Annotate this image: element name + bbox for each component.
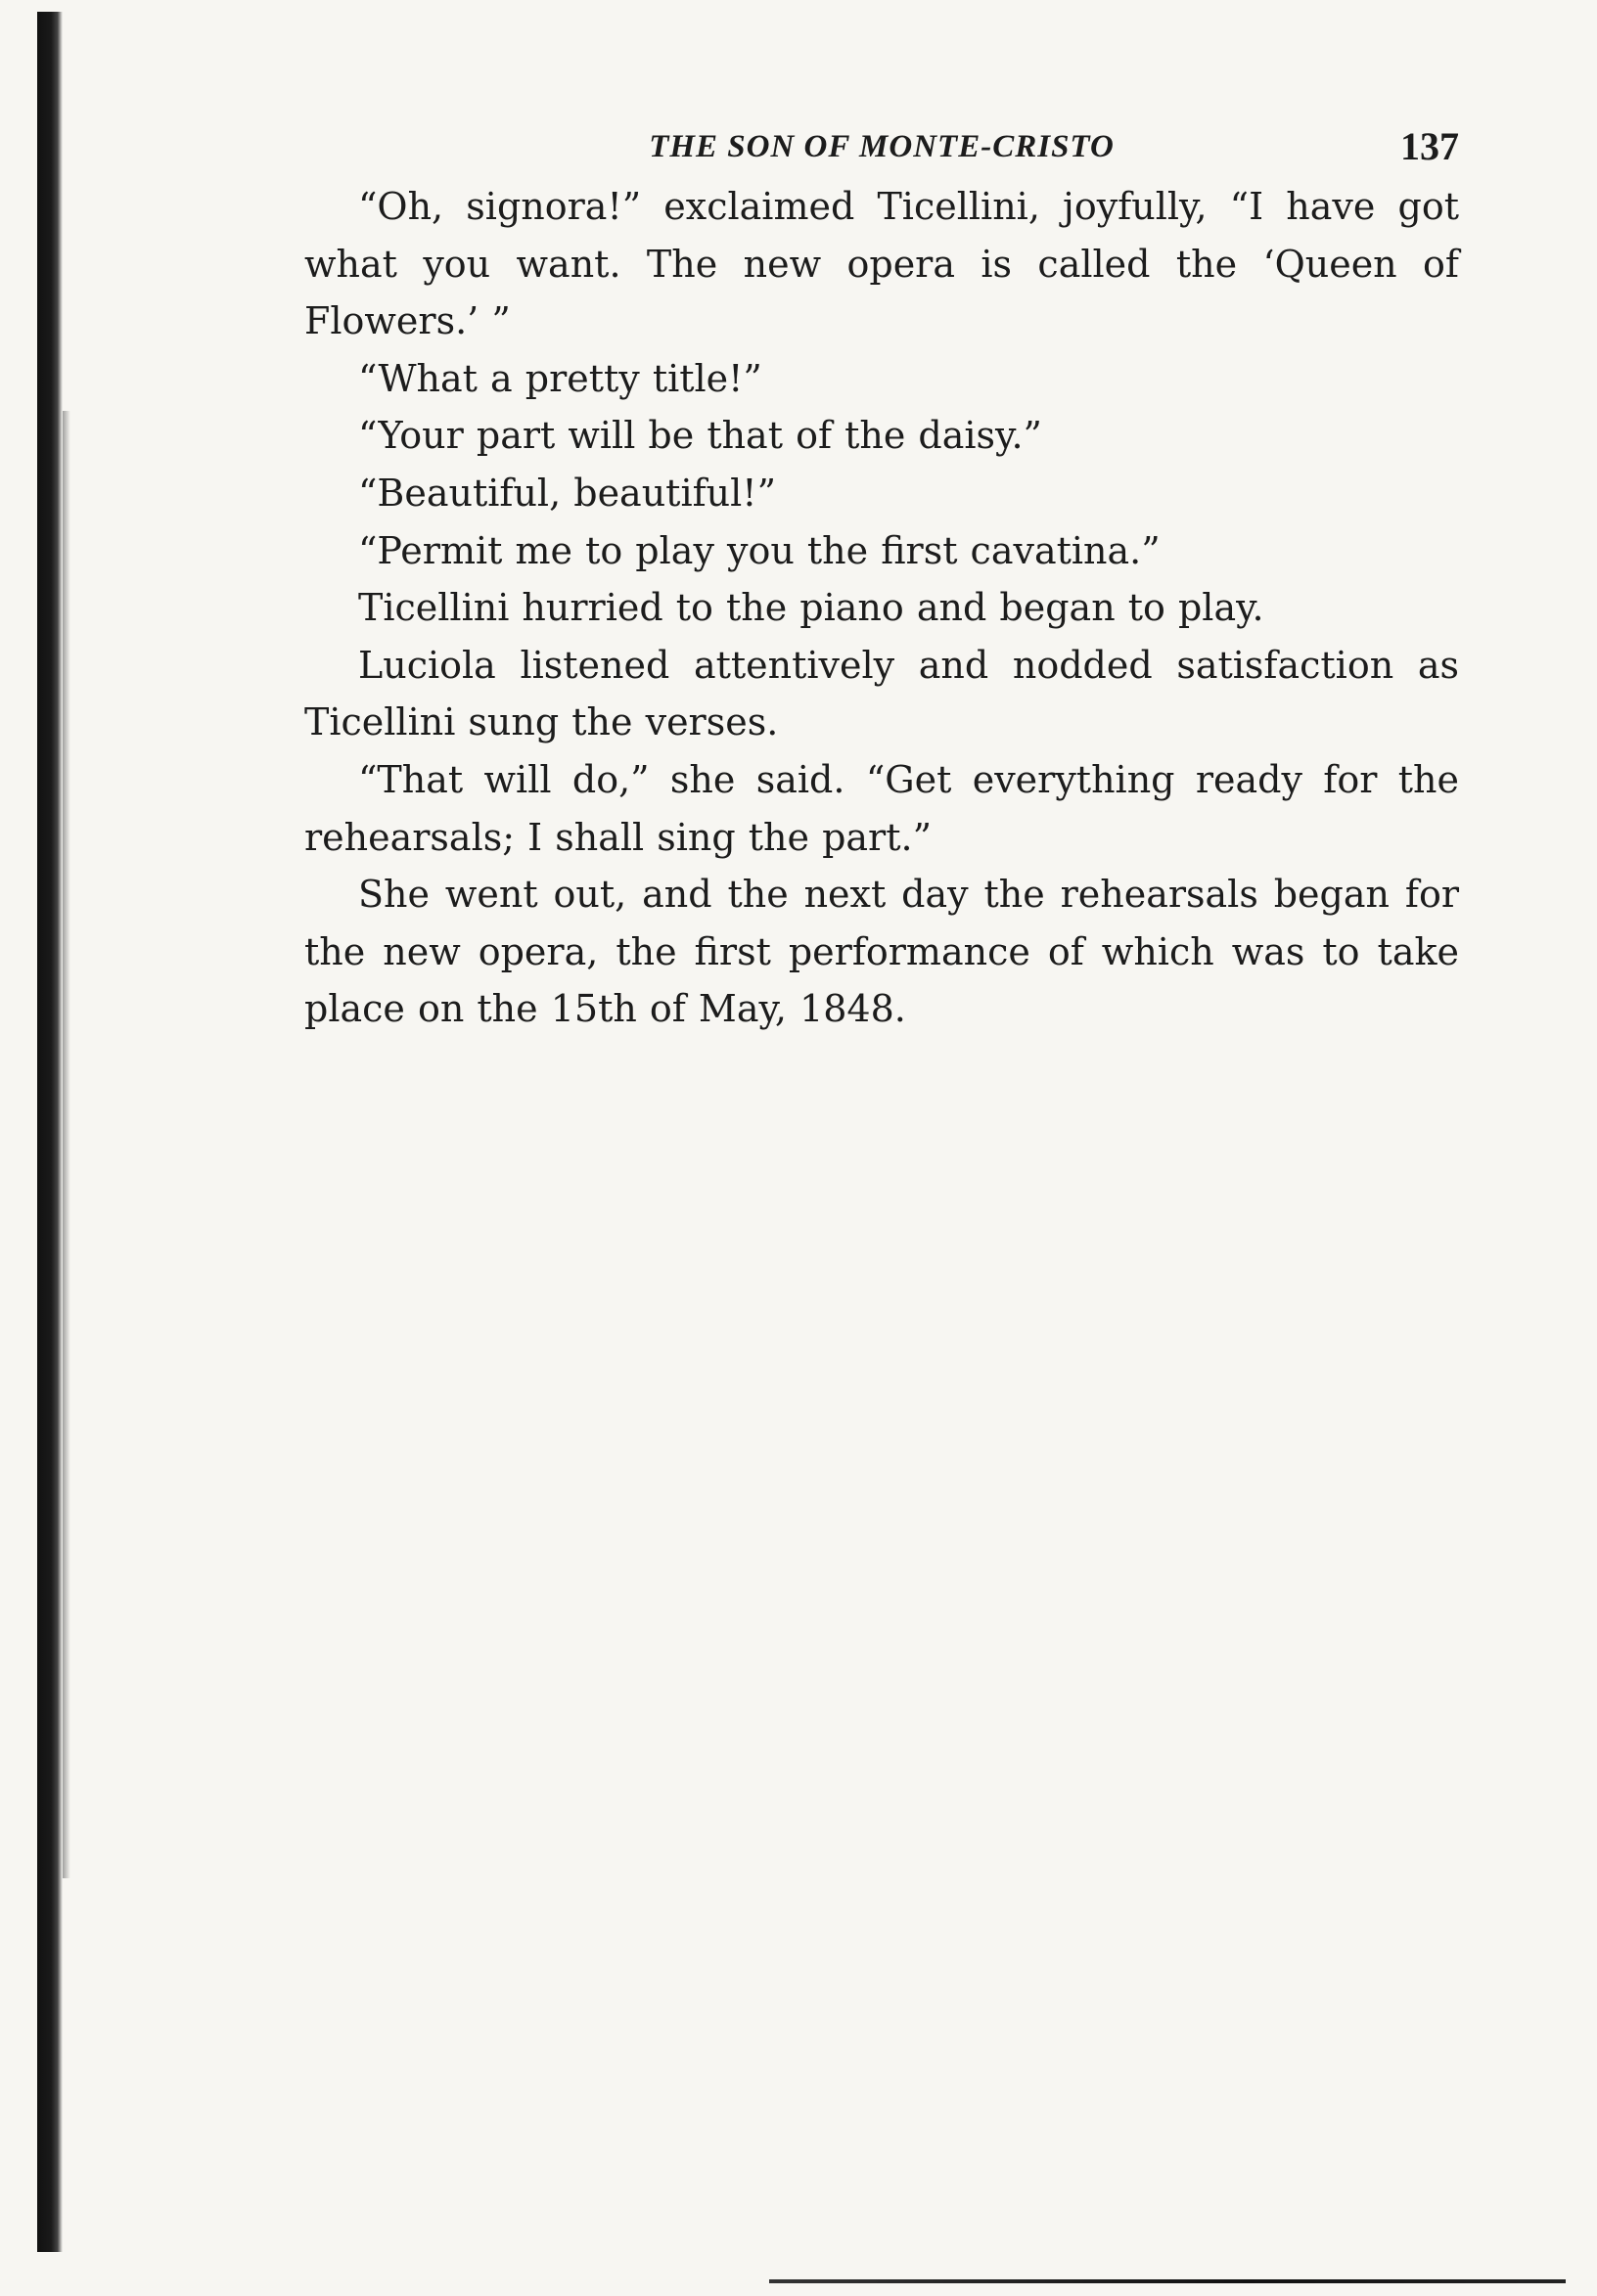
paragraph: “Permit me to play you the first cavatina.”: [358, 528, 1161, 572]
paragraph: “Oh, signora!” exclaimed Ticellini, joyfully, “I have got what you want. The new opera is called the ‘Queen of Flowers.’ ”: [304, 185, 1459, 343]
paragraph: Ticellini hurried to the piano and began to play.: [358, 586, 1264, 630]
book-page: [304, 117, 1459, 1038]
paragraph: “That will do,” she said. “Get everything ready for the rehearsals; I shall sing the part.”: [304, 757, 1459, 859]
paragraph: “Beautiful, beautiful!”: [358, 471, 776, 515]
running-head: [304, 117, 1459, 176]
paragraph: She went out, and the next day the rehearsals began for the new opera, the first performance of which was to take place on the 15th of May, 1848.: [304, 873, 1459, 1031]
page-number: 137: [1400, 124, 1459, 168]
binding-shadow: [63, 411, 70, 1878]
paragraph: “Your part will be that of the daisy.”: [358, 414, 1042, 458]
body-text: [304, 178, 1459, 1038]
paragraph: “What a pretty title!”: [358, 356, 762, 400]
running-title: THE SON OF MONTE-CRISTO: [649, 129, 1115, 164]
book-binding-edge: [37, 12, 63, 2252]
bottom-rule: [769, 2279, 1566, 2283]
paragraph: Luciola listened attentively and nodded satisfaction as Ticellini sung the verses.: [304, 643, 1459, 744]
